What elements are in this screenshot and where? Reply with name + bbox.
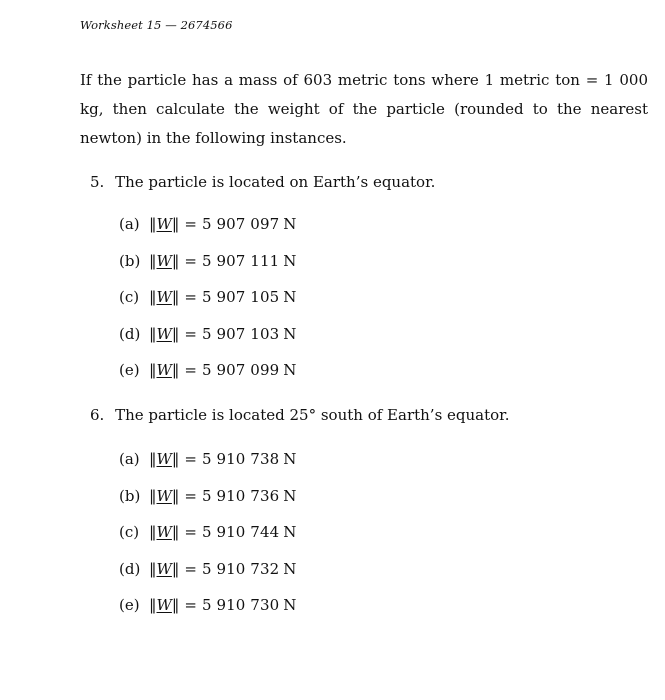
answer-choice[interactable] <box>119 449 296 486</box>
unit-label: N <box>283 523 297 541</box>
answer-choice[interactable] <box>119 324 296 361</box>
weight-vector-symbol: W <box>156 486 172 505</box>
weight-vector-symbol: W <box>156 288 172 306</box>
question-text: The particle is located 25° south of Earth’s equator. <box>115 406 510 424</box>
equals-sign: = <box>184 559 197 578</box>
weight-value: 5 907 105 <box>202 288 280 306</box>
choice-letter: (b) <box>119 486 141 505</box>
norm-bar-left: ‖ <box>149 324 157 343</box>
unit-label: N <box>283 559 297 578</box>
question-6 <box>90 405 509 425</box>
norm-bar-left: ‖ <box>149 288 157 306</box>
unit-label: N <box>283 361 297 379</box>
question-number: 6. <box>90 406 105 424</box>
choice-letter: (e) <box>119 596 140 614</box>
weight-vector-symbol: W <box>156 596 172 614</box>
choice-letter: (a) <box>119 215 140 233</box>
choice-letter: (d) <box>119 324 141 343</box>
weight-vector-symbol: W <box>156 559 172 578</box>
weight-norm <box>149 252 179 270</box>
weight-norm <box>149 361 179 379</box>
weight-value: 5 910 736 <box>202 486 280 505</box>
norm-bar-right: ‖ <box>171 288 180 306</box>
equals-sign: = <box>184 596 197 614</box>
choice-letter: (e) <box>119 361 140 379</box>
worksheet-header: Worksheet 15 — 2674566 <box>80 18 233 32</box>
norm-bar-left: ‖ <box>149 361 157 379</box>
norm-bar-right: ‖ <box>171 523 180 541</box>
weight-norm <box>149 288 179 306</box>
weight-norm <box>149 596 179 614</box>
norm-bar-right: ‖ <box>171 324 180 343</box>
question-5-choices <box>119 214 296 397</box>
norm-bar-right: ‖ <box>171 596 180 614</box>
answer-choice[interactable] <box>119 522 296 559</box>
answer-choice[interactable] <box>119 214 296 251</box>
equals-sign: = <box>184 450 197 468</box>
weight-vector-symbol: W <box>156 450 172 468</box>
question-6-choices <box>119 449 296 632</box>
weight-vector-symbol: W <box>156 215 172 233</box>
equals-sign: = <box>184 251 197 270</box>
weight-vector-symbol: W <box>156 251 172 270</box>
weight-norm <box>149 450 179 468</box>
weight-value: 5 907 099 <box>202 361 280 379</box>
weight-value: 5 910 738 <box>202 450 280 468</box>
choice-letter: (c) <box>119 288 140 306</box>
norm-bar-right: ‖ <box>171 251 180 270</box>
answer-choice[interactable] <box>119 287 296 324</box>
choice-letter: (a) <box>119 450 140 468</box>
question-text: The particle is located on Earth’s equator. <box>115 173 436 191</box>
weight-vector-symbol: W <box>156 361 172 379</box>
problem-intro: If the particle has a mass of 603 metric tons where 1 metric ton = 1 000 kg, then calculate the weight of the particle (rounded to the nearest newton) in the following instances. <box>80 71 648 147</box>
question-number: 5. <box>90 173 105 191</box>
equals-sign: = <box>184 288 197 306</box>
unit-label: N <box>283 324 297 343</box>
weight-norm <box>149 560 179 578</box>
choice-letter: (c) <box>119 523 140 541</box>
unit-label: N <box>283 596 297 614</box>
norm-bar-left: ‖ <box>149 450 157 468</box>
equals-sign: = <box>184 215 197 233</box>
norm-bar-left: ‖ <box>149 596 157 614</box>
unit-label: N <box>283 486 297 505</box>
answer-choice[interactable] <box>119 559 296 596</box>
weight-value: 5 907 103 <box>202 324 280 343</box>
weight-value: 5 910 730 <box>202 596 280 614</box>
norm-bar-right: ‖ <box>171 361 180 379</box>
answer-choice[interactable] <box>119 360 296 397</box>
equals-sign: = <box>184 361 197 379</box>
unit-label: N <box>283 251 297 270</box>
norm-bar-left: ‖ <box>149 215 157 233</box>
norm-bar-left: ‖ <box>149 559 157 578</box>
choice-letter: (b) <box>119 251 141 270</box>
answer-choice[interactable] <box>119 595 296 632</box>
equals-sign: = <box>184 324 197 343</box>
norm-bar-right: ‖ <box>171 215 180 233</box>
weight-norm <box>149 325 179 343</box>
equals-sign: = <box>184 523 197 541</box>
weight-value: 5 910 732 <box>202 559 280 578</box>
weight-norm <box>149 523 179 541</box>
weight-vector-symbol: W <box>156 324 172 343</box>
answer-choice[interactable] <box>119 486 296 523</box>
question-5 <box>90 172 435 192</box>
norm-bar-right: ‖ <box>171 450 180 468</box>
norm-bar-left: ‖ <box>149 486 157 505</box>
unit-label: N <box>283 215 297 233</box>
norm-bar-right: ‖ <box>171 559 180 578</box>
unit-label: N <box>283 450 297 468</box>
equals-sign: = <box>184 486 197 505</box>
answer-choice[interactable] <box>119 251 296 288</box>
weight-norm <box>149 215 179 233</box>
choice-letter: (d) <box>119 559 141 578</box>
unit-label: N <box>283 288 297 306</box>
norm-bar-right: ‖ <box>171 486 180 505</box>
weight-value: 5 907 111 <box>202 251 280 270</box>
norm-bar-left: ‖ <box>149 251 157 270</box>
weight-value: 5 907 097 <box>202 215 280 233</box>
weight-norm <box>149 487 179 505</box>
weight-value: 5 910 744 <box>202 523 280 541</box>
norm-bar-left: ‖ <box>149 523 157 541</box>
weight-vector-symbol: W <box>156 523 172 541</box>
